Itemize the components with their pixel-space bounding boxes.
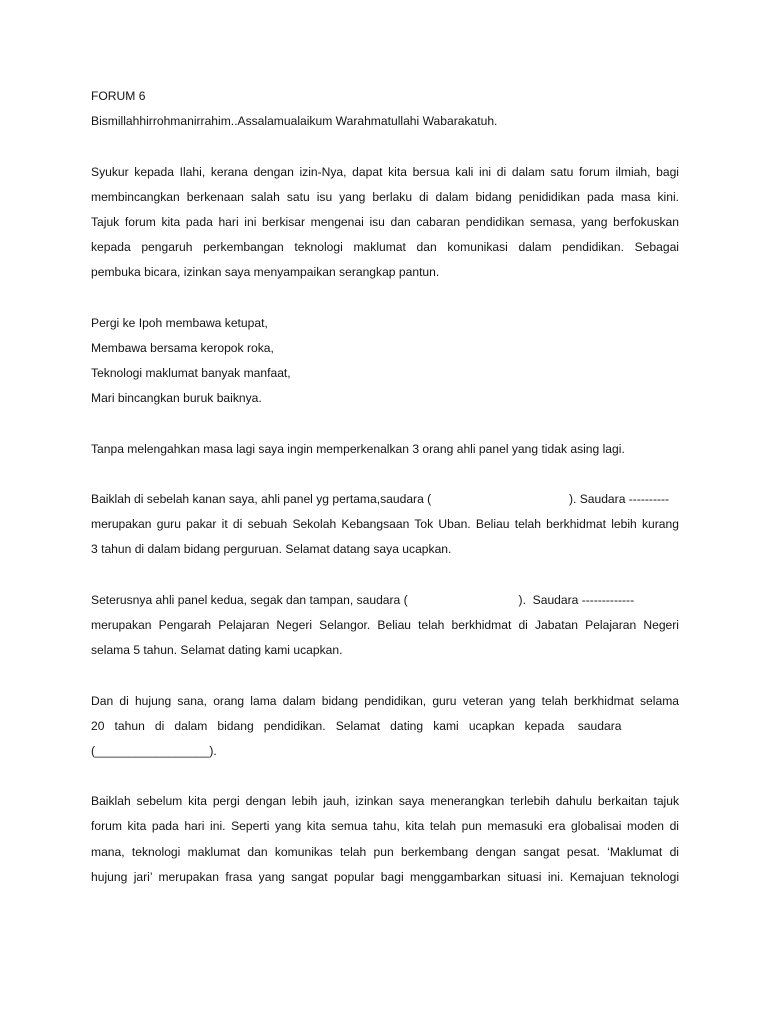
document-page — [91, 84, 679, 890]
panel3-line: 20 tahun di dalam bidang pendidikan. Selamat dating kami ucapkan kepada saudara — [91, 718, 622, 733]
panel2-paragraph — [91, 588, 679, 664]
closing-paragraph — [91, 789, 679, 890]
panel1-line: merupakan guru pakar it di sebuah Sekolah Kebangsaan Tok Uban. Beliau telah berkhidmat lebih kurang — [91, 517, 679, 532]
intro-line: pembuka bicara, izinkan saya menyampaikan serangkap pantun. — [91, 265, 440, 280]
panel-intro-line: Tanpa melengahkan masa lagi saya ingin memperkenalkan 3 orang ahli panel yang tidak asing lagi. — [91, 441, 625, 456]
paragraph-gap — [91, 462, 679, 487]
closing-line: Baiklah sebelum kita pergi dengan lebih jauh, izinkan saya menerangkan terlebih dahulu berkaitan tajuk — [91, 794, 679, 809]
paragraph-gap — [91, 134, 679, 159]
pantun-line: Teknologi maklumat banyak manfaat, — [91, 366, 291, 381]
panel3-paragraph — [91, 689, 679, 765]
pantun-line: Membawa bersama keropok roka, — [91, 340, 274, 355]
closing-line: mana, teknologi maklumat dan komunikas telah pun berkembang dengan sangat pesat. ‘Maklumat di — [91, 844, 679, 859]
panel1-paragraph — [91, 487, 679, 563]
paragraph-gap — [91, 563, 679, 588]
panel2-line: merupakan Pengarah Pelajaran Negeri Selangor. Beliau telah berkhidmat di Jabatan Pelajaran Negeri — [91, 617, 679, 632]
closing-line: forum kita pada hari ini. Seperti yang kita semua tahu, kita telah pun memasuki era globalisai moden di — [91, 819, 679, 834]
panel2-line: Seterusnya ahli panel kedua, segak dan tampan, saudara ( ). Saudara ------------- — [91, 592, 635, 607]
pantun-verse — [91, 311, 679, 412]
greeting-line: Bismillahhirrohmanirrahim..Assalamualaikum Warahmatullahi Wabarakatuh. — [91, 114, 498, 129]
panel1-line: 3 tahun di dalam bidang perguruan. Selamat datang saya ucapkan. — [91, 542, 452, 557]
intro-line: Tajuk forum kita pada hari ini berkisar mengenai isu dan cabaran pendidikan semasa, yang berfokuskan — [91, 214, 679, 229]
paragraph-gap — [91, 286, 679, 311]
pantun-line: Mari bincangkan buruk baiknya. — [91, 391, 262, 406]
panel3-line: (_________________). — [91, 743, 217, 758]
panel1-line: Baiklah di sebelah kanan saya, ahli panel yg pertama,saudara ( ). Saudara ---------- — [91, 492, 670, 506]
paragraph-gap — [91, 663, 679, 688]
panel3-line: Dan di hujung sana, orang lama dalam bidang pendidikan, guru veteran yang telah berkhidmat selama — [91, 693, 679, 708]
closing-line: hujung jari’ merupakan frasa yang sangat popular bagi menggambarkan situasi ini. Kemajuan teknologi — [91, 869, 679, 884]
paragraph-gap — [91, 764, 679, 789]
paragraph-gap — [91, 411, 679, 436]
intro-paragraph — [91, 160, 679, 286]
pantun-line: Pergi ke Ipoh membawa ketupat, — [91, 315, 268, 330]
intro-line: membincangkan berkenaan salah satu isu yang berlaku di dalam bidang penididikan pada masa kini. — [91, 189, 679, 204]
intro-line: Syukur kepada Ilahi, kerana dengan izin-Nya, dapat kita bersua kali ini di dalam satu forum ilmiah, bagi — [91, 164, 679, 179]
intro-line: kepada pengaruh perkembangan teknologi maklumat dan komunikasi dalam pendidikan. Sebagai — [91, 240, 679, 255]
panel2-line: selama 5 tahun. Selamat dating kami ucapkan. — [91, 643, 343, 658]
document-title: FORUM 6 — [91, 89, 146, 103]
